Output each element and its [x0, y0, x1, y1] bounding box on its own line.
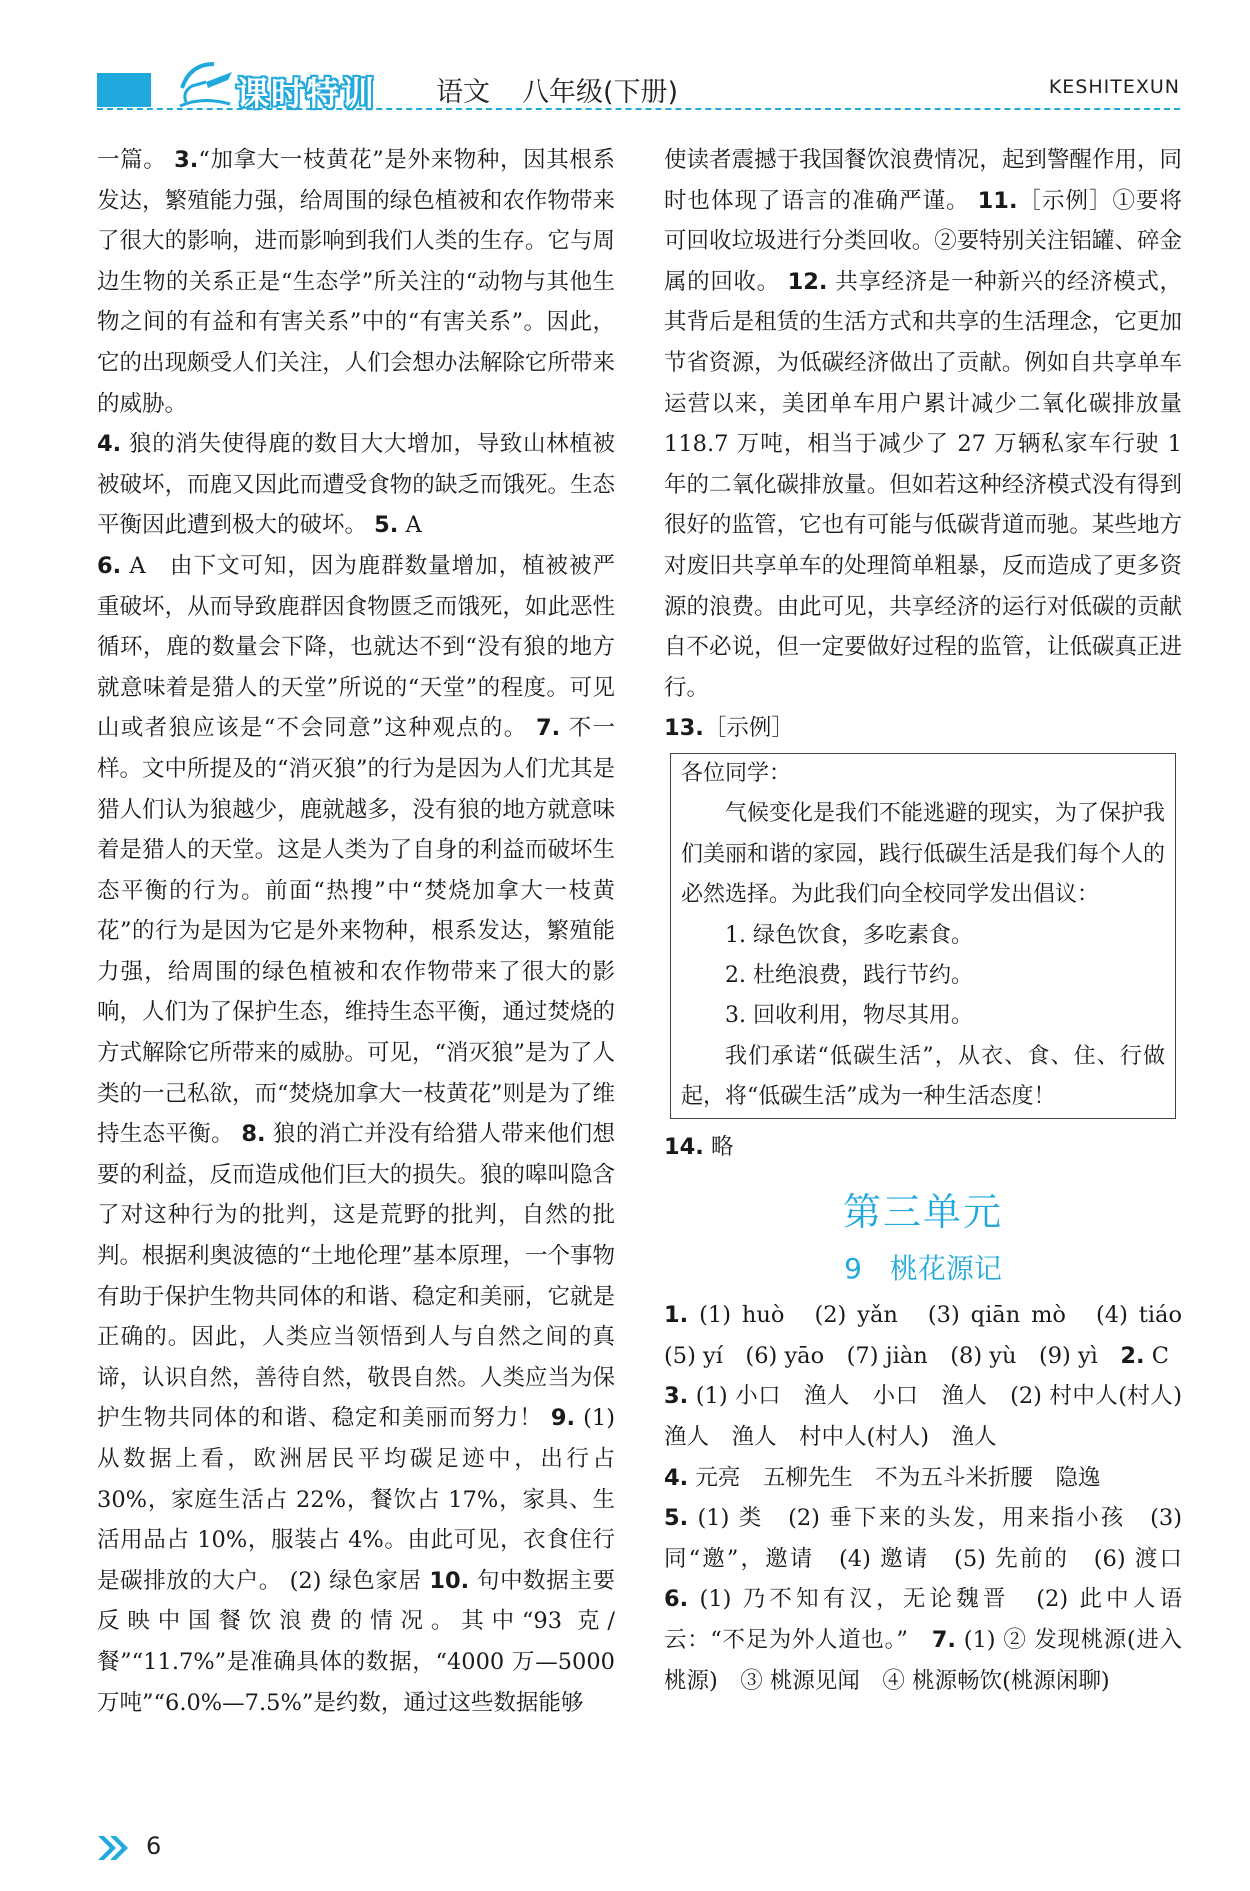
- lesson-title: 9 桃花源记: [844, 1252, 1002, 1286]
- page-number: 6: [146, 1832, 162, 1860]
- answer-para: 使读者震撼于我国餐饮浪费情况，起到警醒作用，同时也体现了语言的准确严谨。 11.［示例］①要将可回收垃圾进行分类回收。②要特别关注铝罐、碎金属的回收。 12. 共享经济是一种新兴的经济模式，其背后是租赁的生活方式和共享的生活理念，它更加节省资源，为低碳经济做出了贡献。例如自共享单车运营以来，美团单车用户累计减少二氧化碳排放量 118.7 万吨，相当于减少了 27 万辆私家车行驶 1 年的二氧化碳排放量。但如若这种经济模式没有得到很好的监管，它也有可能与低碳背道而驰。某些地方对废旧共享单车的处理简单粗暴，反而造成了更多资源的浪费。由此可见，共享经济的运行对低碳的贡献自不必说，但一定要做好过程的监管，让低碳真正进行。: [664, 147, 1182, 701]
- brand-title: 课时特训: [236, 74, 376, 113]
- lesson-answer: 5. (1) 类 (2) 垂下来的头发，用来指小孩 (3) 同“邀”，邀请 (4) 邀请 (5) 先前的 (6) 渡口 6. (1) 乃不知有汉，无论魏晋 (2) 此中人语云：“不足为外人道也。” 7. (1) ② 发现桃源(进入桃源) ③ 桃源见闻 ④ 桃源畅饮(桃源闲聊): [664, 1505, 1205, 1694]
- letter-body: 气候变化是我们不能逃避的现实，为了保护我们美丽和谐的家园，践行低碳生活是我们每个人的必然选择。为此我们向全校同学发出倡议：: [681, 801, 1166, 908]
- question-14: 14. 略: [664, 1133, 734, 1160]
- right-column: [664, 140, 1205, 1701]
- letter-item: 3. 回收利用，物尽其用。: [725, 1003, 973, 1029]
- answer-para: 一篇。 3.“加拿大一枝黄花”是外来物种，因其根系发达，繁殖能力强，给周围的绿色植被和农作物带来了很大的影响，进而影响到我们人类的生存。它与周边生物的关系正是“生态学”所关注的“动物与其他生物之间的有益和有害关系”中的“有害关系”。因此，它的出现颇受人们关注，人们会想办法解除它所带来的威胁。: [97, 147, 615, 417]
- letter-item: 2. 杜绝浪费，践行节约。: [725, 962, 973, 988]
- left-column: [97, 140, 615, 1723]
- book-pen-logo-icon: [172, 58, 238, 112]
- subject-label: 语文: [436, 77, 490, 108]
- letter-closing: 我们承诺“低碳生活”，从衣、食、住、行做起，将“低碳生活”成为一种生活态度！: [681, 1043, 1165, 1110]
- header-color-block: [97, 73, 151, 107]
- proposal-letter-box: [670, 753, 1176, 1119]
- header-divider: [97, 108, 1180, 110]
- grade-label: 八年级(下册): [522, 77, 679, 108]
- lesson-answer: 3. (1) 小口 渔人 小口 渔人 (2) 村中人(村人) 渔人 渔人 村中人(村人) 渔人: [664, 1383, 1205, 1450]
- question-13-label: 13.［示例］: [664, 715, 794, 742]
- answer-para: 6. A 由下文可知，因为鹿群数量增加，植被被严重破坏，从而导致鹿群因食物匮乏而饿死，如此恶性循环，鹿的数量会下降，也就达不到“没有狼的地方就意味着是猎人的天堂”所说的“天堂”的程度。可见山或者狼应该是“不会同意”这种观点的。 7. 不一样。文中所提及的“消灭狼”的行为是因为人们尤其是猎人们认为狼越少，鹿就越多，没有狼的地方就意味着是猎人的天堂。这是人类为了自身的利益而破坏生态平衡的行为。前面“热搜”中“焚烧加拿大一枝黄花”的行为是因为它是外来物种，根系发达，繁殖能力强，给周围的绿色植被和农作物带来了很大的影响，人们为了保护生态，维持生态平衡，通过焚烧的方式解除它所带来的威胁。可见，“消灭狼”是为了人类的一己私欲，而“焚烧加拿大一枝黄花”则是为了维持生态平衡。 8. 狼的消亡并没有给猎人带来他们想要的利益，反而造成他们巨大的损失。狼的嗥叫隐含了对这种行为的批判，这是荒野的批判，自然的批判。根据利奥波德的“土地伦理”基本原理，一个事物有助于保护生物共同体的和谐、稳定和美丽，它就是正确的。因此，人类应当领悟到人与自然之间的真谛，认识自然，善待自然，敬畏自然。人类应当为保护生物共同体的和谐、稳定和美丽而努力！ 9. (1) 从数据上看，欧洲居民平均碳足迹中，出行占 30%，家庭生活占 22%，餐饮占 17%，家具、生活用品占 10%，服装占 4%。由此可见，衣食住行是碳排放的大户。 (2) 绿色家居 10. 句中数据主要反映中国餐饮浪费的情况。其中“93 克/餐”“11.7%”是准确具体的数据，“4000 万—5000 万吨”“6.0%—7.5%”是约数，通过这些数据能够: [97, 552, 616, 1716]
- answer-para: 4. 狼的消失使得鹿的数目大大增加，导致山林植被被破坏，而鹿又因此而遭受食物的缺乏而饿死。生态平衡因此遭到极大的破坏。 5. A: [97, 431, 615, 539]
- lesson-answer: 4. 元亮 五柳先生 不为五斗米折腰 隐逸: [664, 1464, 1101, 1491]
- lesson-answer: 1. (1) huò (2) yǎn (3) qiān mò (4) tiáo (5) yí (6) yāo (7) jiàn (8) yù (9) yì 2. C: [664, 1302, 1205, 1369]
- letter-item: 1. 绿色饮食，多吃素食。: [725, 922, 973, 948]
- letter-greeting: 各位同学：: [681, 760, 792, 786]
- double-chevron-icon: [96, 1834, 130, 1862]
- page-header: [0, 0, 1250, 113]
- series-label: KESHITEXUN: [1048, 76, 1180, 98]
- unit-title: 第三单元: [842, 1190, 1003, 1235]
